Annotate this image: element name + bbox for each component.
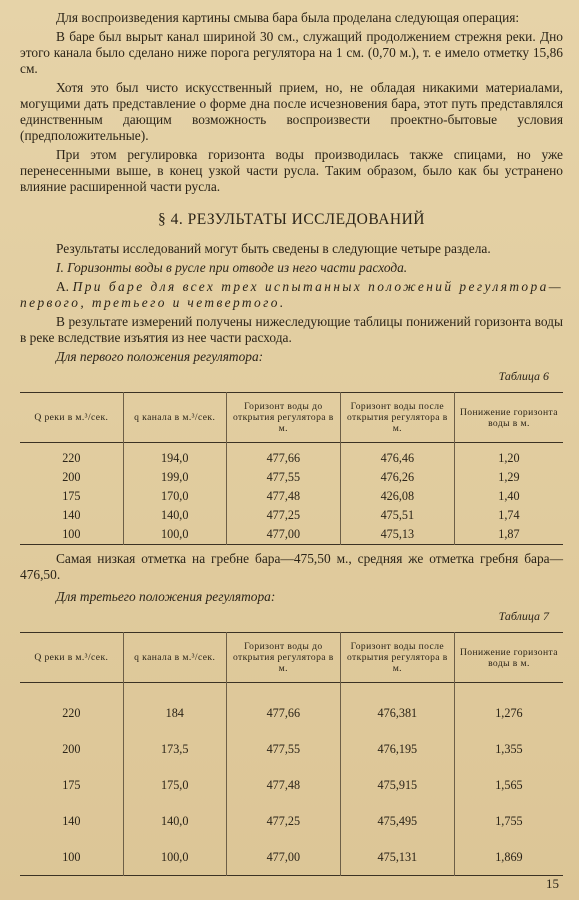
subsection-a (20, 279, 563, 311)
table-cell: 475,51 (340, 506, 454, 525)
table-cell: 1,355 (454, 731, 563, 767)
paragraph-operation: Для воспроизведения картины смыва бара была проделана следующая операция: (56, 10, 520, 25)
table-cell: 1,29 (454, 468, 563, 487)
table-cell: 175,0 (123, 767, 226, 803)
table6-header-level-after: Горизонт воды после открытия регулятора в м. (340, 393, 454, 443)
table-cell: 140 (62, 813, 81, 828)
subsection-a-text: При баре для всех трех испытанных положений регулятора—первого, третьего и четвертого. (20, 279, 564, 310)
table-cell: 175 (62, 777, 81, 792)
table-cell: 477,25 (226, 803, 340, 839)
table6-header-q-river: Q реки в м.³/сек. (34, 412, 109, 423)
table-cell: 140,0 (123, 803, 226, 839)
table-cell: 170,0 (123, 487, 226, 506)
table6-header-drop: Понижение горизонта воды в м. (454, 393, 563, 443)
table-cell: 220 (62, 451, 81, 465)
table6-header-level-before: Горизонт воды до открытия регулятора в м. (226, 393, 340, 443)
table-cell: 477,66 (226, 683, 340, 732)
table-row (20, 468, 563, 487)
section-heading: § 4. РЕЗУЛЬТАТЫ ИССЛЕДОВАНИЙ (157, 211, 425, 228)
table-cell: 1,565 (454, 767, 563, 803)
table7-header-drop: Понижение горизонта воды в м. (454, 633, 563, 683)
table7-caption: Таблица 7 (498, 609, 549, 623)
table-cell: 476,195 (340, 731, 454, 767)
table-cell: 475,131 (340, 839, 454, 876)
table-row (20, 683, 563, 732)
table-cell: 200 (62, 470, 81, 484)
table-cell: 1,74 (454, 506, 563, 525)
table-cell: 140 (62, 508, 81, 522)
table-row (20, 767, 563, 803)
table-cell: 1,869 (454, 839, 563, 876)
table-cell: 477,55 (226, 731, 340, 767)
table-cell: 184 (123, 683, 226, 732)
table7-header-level-after: Горизонт воды после открытия регулятора в м. (340, 633, 454, 683)
table-cell: 1,87 (454, 525, 563, 545)
first-position-label: Для первого положения регулятора: (56, 349, 264, 364)
table-row (20, 443, 563, 469)
table-row (20, 506, 563, 525)
table-cell: 1,40 (454, 487, 563, 506)
table-cell: 477,25 (226, 506, 340, 525)
paragraph-channel: В баре был вырыт канал шириной 30 см., служащий продолжением стрежня реки. Дно этого канала было сделано ниже порога регулятора на 1 см. (0,70 м.), т. е имело отметку 15,86 см. (20, 29, 563, 76)
table-cell: 476,46 (340, 443, 454, 469)
table-cell: 426,08 (340, 487, 454, 506)
table7-header-row (20, 633, 563, 683)
paragraph-method: Хотя это был чисто искусственный прием, но, не обладая никакими материалами, могущими дать представление о форме дна после исчезновения бара, этот путь представлялся единственным дающим возможность воспроизвести проектно-бытовые условия (предположительные). (20, 80, 563, 143)
table-row (20, 731, 563, 767)
table6-header-row (20, 393, 563, 443)
table6-caption: Таблица 6 (498, 369, 549, 383)
table-cell: 140,0 (123, 506, 226, 525)
table-cell: 476,26 (340, 468, 454, 487)
paragraph-intro: Результаты исследований могут быть сведены в следующие четыре раздела. (56, 241, 491, 256)
table7-header-q-river: Q реки в м.³/сек. (34, 652, 109, 663)
table-cell: 477,55 (226, 468, 340, 487)
table-cell: 1,276 (454, 683, 563, 732)
table-row (20, 803, 563, 839)
table-cell: 1,20 (454, 443, 563, 469)
table-cell: 199,0 (123, 468, 226, 487)
table-row (20, 487, 563, 506)
table-cell: 477,00 (226, 525, 340, 545)
table-cell: 477,48 (226, 767, 340, 803)
paragraph-results: В результате измерений получены нижеследующие таблицы понижений горизонта воды в реке вследствие изъятия из нее части расхода. (20, 314, 563, 345)
table-cell: 475,915 (340, 767, 454, 803)
table7-header-level-before: Горизонт воды до открытия регулятора в м. (226, 633, 340, 683)
page-number: 15 (546, 876, 559, 891)
table7-header-q-canal: q канала в м.³/сек. (123, 633, 226, 683)
table-cell: 100,0 (123, 525, 226, 545)
table-cell: 100 (62, 849, 81, 864)
table-cell: 200 (62, 741, 81, 756)
third-position-label: Для третьего положения регулятора: (56, 589, 276, 604)
table-cell: 477,00 (226, 839, 340, 876)
paragraph-regulation: При этом регулировка горизонта воды производилась также спицами, но уже перенесенными выше, в конец узкой части русла. Таким образом, было как бы устранено влияние расширенной части русла. (20, 147, 563, 194)
table-cell: 477,48 (226, 487, 340, 506)
table-cell: 100,0 (123, 839, 226, 876)
subsection-a-prefix: А. (56, 279, 73, 294)
table7 (20, 632, 563, 876)
table-cell: 1,755 (454, 803, 563, 839)
table-cell: 475,495 (340, 803, 454, 839)
table-cell: 100 (62, 527, 81, 541)
table-row (20, 839, 563, 876)
table-cell: 173,5 (123, 731, 226, 767)
table-cell: 476,381 (340, 683, 454, 732)
table-cell: 477,66 (226, 443, 340, 469)
paragraph-bar-crest: Самая низкая отметка на гребне бара—475,50 м., средняя же отметка гребня бара—476,50. (20, 551, 563, 582)
subsection-title: I. Горизонты воды в русле при отводе из него части расхода. (56, 260, 408, 275)
table-row (20, 525, 563, 545)
table6 (20, 392, 563, 545)
table-cell: 475,13 (340, 525, 454, 545)
table-cell: 220 (62, 705, 81, 720)
table6-header-q-canal: q канала в м.³/сек. (123, 393, 226, 443)
table-cell: 175 (62, 489, 81, 503)
table-cell: 194,0 (123, 443, 226, 469)
